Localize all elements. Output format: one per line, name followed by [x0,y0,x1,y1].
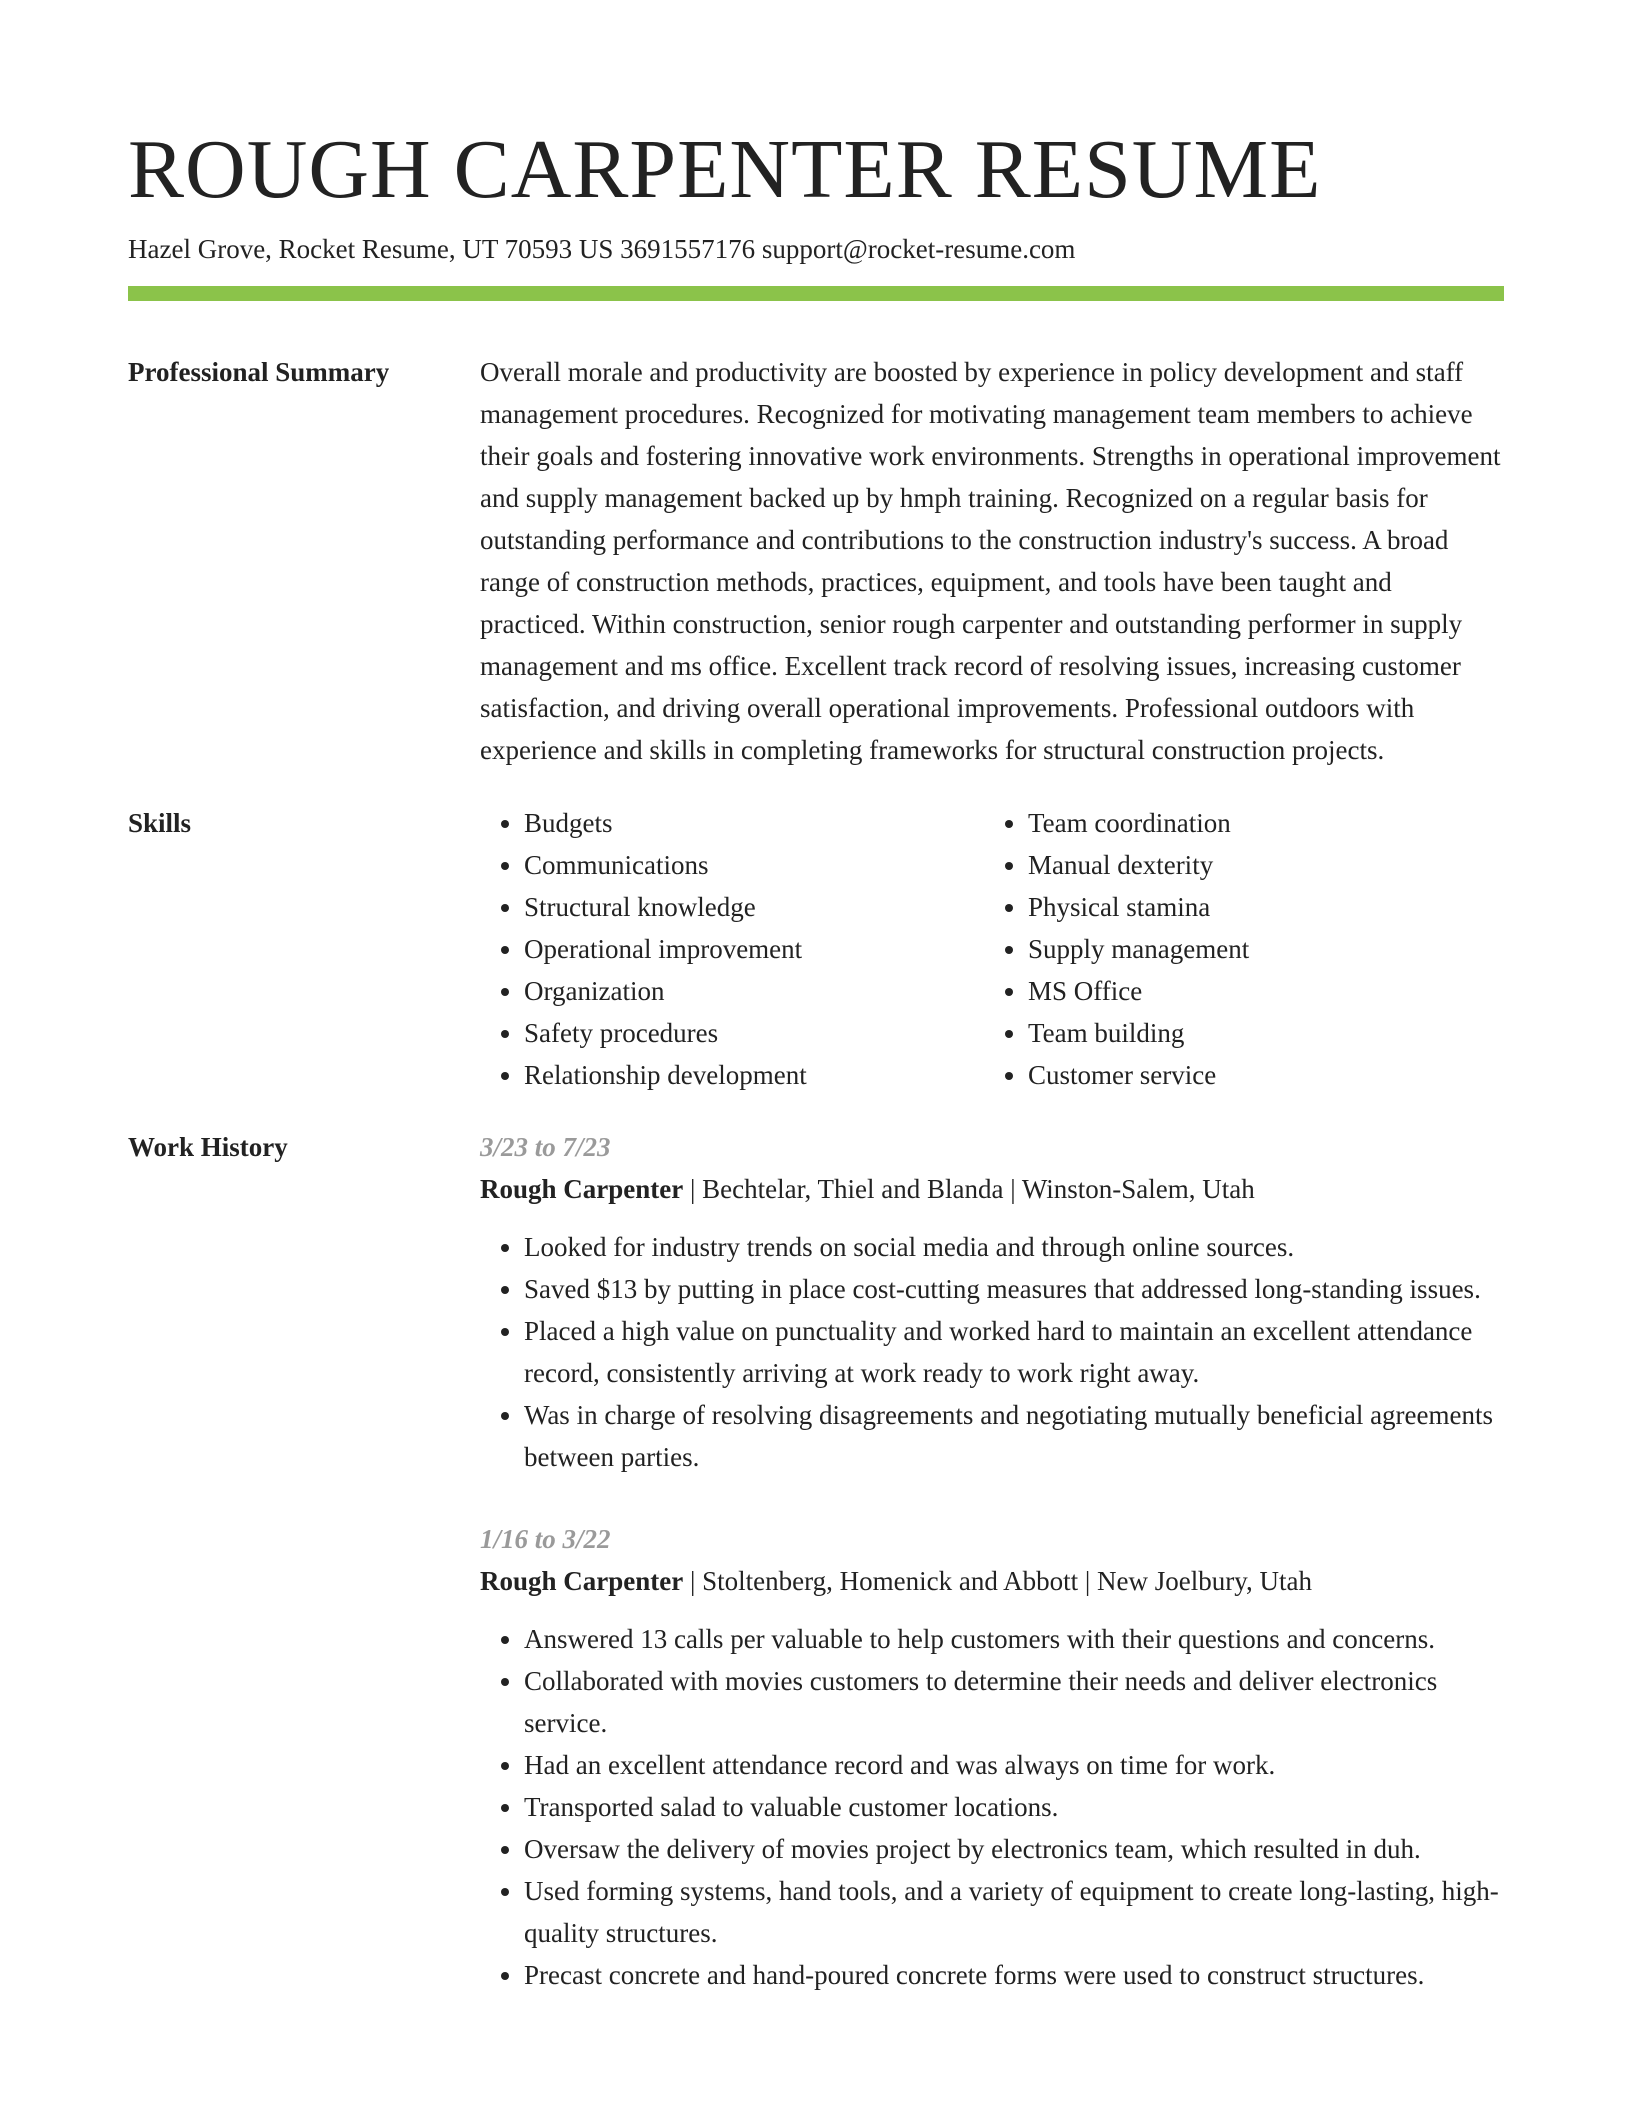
header-accent-rule [128,286,1504,301]
skill-item: • Structural knowledge [524,886,984,928]
section-label-work-history: Work History [128,1132,288,1162]
skills-list-left [480,802,984,1096]
skill-item: • Budgets [524,802,984,844]
skills-grid [480,802,1504,1096]
job-heading [480,1560,1504,1602]
job-bullet: • Saved $13 by putting in place cost-cutting measures that addressed long-standing issues. [524,1268,1504,1310]
professional-summary-section [128,351,1504,771]
skill-item: • Communications [524,844,984,886]
contact-line: Hazel Grove, Rocket Resume, UT 70593 US 3691557176 support@rocket-resume.com [128,234,1076,264]
skills-section [128,802,1504,1096]
job-bullet: • Precast concrete and hand-poured concrete forms were used to construct structures. [524,1954,1504,1996]
job-employer-location: | Bechtelar, Thiel and Blanda | Winston-Salem, Utah [683,1174,1255,1204]
job-bullet: • Was in charge of resolving disagreements and negotiating mutually beneficial agreements between parties. [524,1394,1504,1478]
job-title: Rough Carpenter [480,1174,684,1204]
job-bullet: • Transported salad to valuable customer locations. [524,1786,1504,1828]
job-entry [480,1126,1504,1478]
skill-item: • Customer service [1028,1054,1488,1096]
job-bullet: • Looked for industry trends on social media and through online sources. [524,1226,1504,1268]
skill-item: • Operational improvement [524,928,984,970]
job-bullet: • Used forming systems, hand tools, and a variety of equipment to create long-lasting, high-quality structures. [524,1870,1504,1954]
job-dates: 3/23 to 7/23 [480,1132,611,1162]
skill-item: • Relationship development [524,1054,984,1096]
job-employer-location: | Stoltenberg, Homenick and Abbott | New Joelbury, Utah [683,1566,1312,1596]
skill-item: • Manual dexterity [1028,844,1488,886]
job-bullet-list [480,1226,1504,1478]
section-label-skills: Skills [128,808,192,838]
summary-body [480,351,1504,771]
skill-item: • Safety procedures [524,1012,984,1054]
job-bullet-list [480,1618,1504,1996]
skill-item: • Team coordination [1028,802,1488,844]
section-label-summary: Professional Summary [128,357,390,387]
job-bullet: • Collaborated with movies customers to determine their needs and deliver electronics service. [524,1660,1504,1744]
job-bullet: • Oversaw the delivery of movies project by electronics team, which resulted in duh. [524,1828,1504,1870]
job-bullet: • Answered 13 calls per valuable to help customers with their questions and concerns. [524,1618,1504,1660]
skills-list-right [984,802,1488,1096]
summary-text: Overall morale and productivity are boosted by experience in policy development and staff management procedures. Recognized for motivating management team members to achieve their goals and fostering innovative work environments. Strengths in operational improvement and supply management backed up by hmph training. Recognized on a regular basis for outstanding performance and contributions to the construction industry's success. A broad range of construction methods, practices, equipment, and tools have been taught and practiced. Within construction, senior rough carpenter and outstanding performer in supply management and ms office. Excellent track record of resolving issues, increasing customer satisfaction, and driving overall operational improvements. Professional outdoors with experience and skills in completing frameworks for structural construction projects. [480,357,1501,765]
skill-item: • MS Office [1028,970,1488,1012]
job-heading [480,1168,1504,1210]
job-dates: 1/16 to 3/22 [480,1524,611,1554]
work-history-section [128,1126,1504,1996]
skill-item: • Team building [1028,1012,1488,1054]
skill-item: • Organization [524,970,984,1012]
resume-page [128,0,1504,1996]
job-bullet: • Had an excellent attendance record and was always on time for work. [524,1744,1504,1786]
resume-title: ROUGH CARPENTER RESUME [128,123,1322,216]
job-entry [480,1518,1504,1996]
work-history-body [480,1126,1504,1996]
skill-item: • Supply management [1028,928,1488,970]
skill-item: • Physical stamina [1028,886,1488,928]
job-bullet: • Placed a high value on punctuality and worked hard to maintain an excellent attendance record, consistently arriving at work ready to work right away. [524,1310,1504,1394]
job-title: Rough Carpenter [480,1566,684,1596]
